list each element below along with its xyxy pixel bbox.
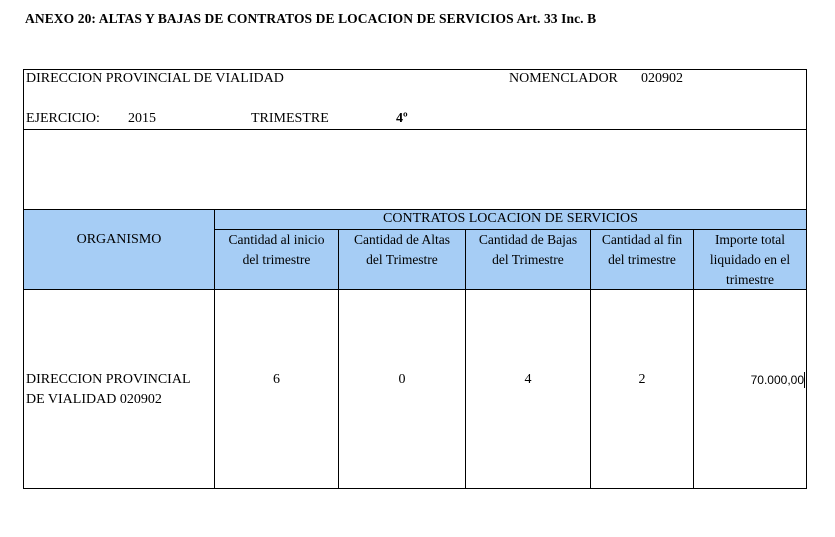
col-header-fin [591, 230, 693, 270]
col-header-fin-line2: del trimestre [608, 252, 676, 267]
row-organismo-line2: DE VIALIDAD 020902 [26, 392, 162, 407]
col-header-organismo: ORGANISMO [76, 232, 162, 247]
row-altas: 0 [398, 372, 406, 387]
col-header-inicio [215, 230, 338, 270]
col-header-importe-line3: trimestre [726, 272, 774, 287]
info-box-top-border [23, 69, 807, 70]
table-bottom-border [23, 488, 807, 489]
col-header-importe [694, 230, 806, 290]
document-title: ANEXO 20: ALTAS Y BAJAS DE CONTRATOS DE LOCACION DE SERVICIOS Art. 33 Inc. B [25, 11, 597, 26]
quarter-value: 4º [396, 111, 408, 126]
col-header-altas-line1: Cantidad de Altas [354, 232, 450, 247]
row-inicio: 6 [273, 372, 280, 387]
row-importe: 70.000,00 [750, 373, 804, 387]
row-bajas: 4 [524, 372, 532, 387]
exercise-value: 2015 [128, 111, 156, 126]
organism-name: DIRECCION PROVINCIAL DE VIALIDAD [26, 71, 284, 86]
quarter-label: TRIMESTRE [251, 111, 329, 126]
text-cursor [804, 372, 805, 388]
col-header-importe-line2: liquidado en el [709, 252, 791, 267]
col-header-bajas [466, 230, 590, 270]
col-header-altas-line2: del Trimestre [366, 252, 438, 267]
col-header-bajas-line1: Cantidad de Bajas [478, 232, 578, 247]
col-header-fin-line1: Cantidad al fin [601, 232, 683, 247]
nomenclator-value: 020902 [641, 71, 683, 86]
col-header-altas [339, 230, 465, 270]
row-fin: 2 [638, 372, 646, 387]
exercise-label: EJERCICIO: [26, 111, 100, 126]
nomenclator-label: NOMENCLADOR [509, 71, 618, 86]
header-bottom-border [23, 289, 807, 290]
row-organismo [26, 370, 214, 410]
row-organismo-line1: DIRECCION PROVINCIAL [26, 372, 191, 387]
group-header: CONTRATOS LOCACION DE SERVICIOS [383, 211, 638, 226]
col-header-bajas-line2: del Trimestre [492, 252, 564, 267]
info-box-bottom-border [23, 129, 807, 130]
col-header-inicio-line1: Cantidad al inicio [228, 232, 325, 247]
right-border [806, 69, 807, 489]
col-header-inicio-line2: del trimestre [242, 252, 311, 267]
col-header-importe-line1: Importe total [714, 232, 786, 247]
